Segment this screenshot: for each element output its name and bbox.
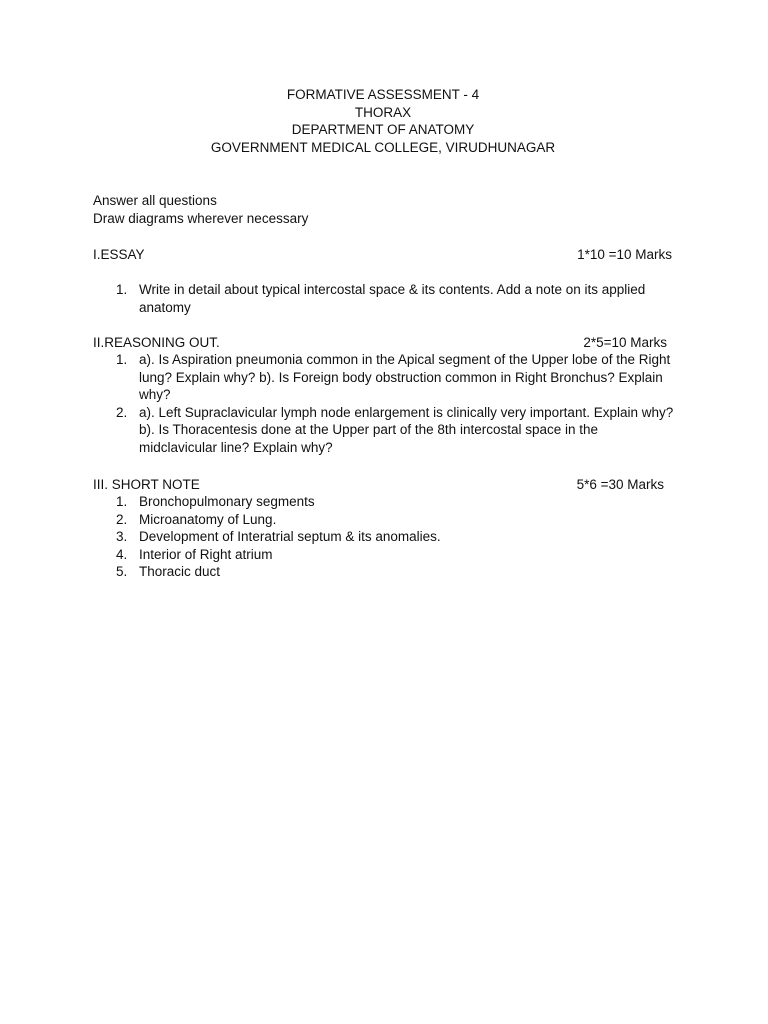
item-text: Development of Interatrial septum & its anomalies.	[139, 529, 441, 545]
short-note-section-heading	[93, 476, 673, 494]
section-marks: 5*6 =30 Marks	[576, 477, 664, 492]
item-text: Write in detail about typical intercostal space & its contents. Add a note on its applied anatomy	[139, 282, 646, 315]
instruction-line: Answer all questions	[93, 193, 217, 208]
instructions	[93, 192, 308, 227]
list-item	[93, 404, 678, 457]
short-note-questions	[93, 493, 678, 581]
list-item	[93, 546, 678, 564]
list-item	[93, 493, 678, 511]
item-text: Bronchopulmonary segments	[139, 494, 315, 509]
document-header	[0, 86, 766, 156]
item-number: 3.	[116, 529, 128, 545]
item-number: 1.	[116, 352, 128, 367]
list-item	[93, 563, 678, 581]
item-text: Thoracic duct	[139, 564, 221, 580]
section-title: I.ESSAY	[93, 247, 145, 262]
item-text: Microanatomy of Lung.	[139, 511, 277, 527]
list-item	[93, 281, 678, 316]
item-number: 2.	[116, 511, 128, 527]
section-marks: 1*10 =10 Marks	[577, 247, 672, 262]
item-text: Interior of Right atrium	[139, 546, 273, 562]
item-number: 1.	[116, 282, 128, 297]
reasoning-questions	[93, 351, 678, 457]
item-number: 2.	[116, 404, 128, 420]
list-item	[93, 351, 678, 404]
item-text: a). Is Aspiration pneumonia common in the Apical segment of the Upper lobe of the Right lung? Explain why? b). Is Foreign body obstruction common in Right Bronchus? Explain why?	[139, 352, 671, 403]
instruction-line: Draw diagrams wherever necessary	[93, 210, 309, 226]
section-title: II.REASONING OUT.	[93, 335, 220, 350]
department-name: DEPARTMENT OF ANATOMY	[291, 122, 475, 138]
section-title: III. SHORT NOTE	[93, 477, 200, 492]
item-number: 5.	[116, 564, 128, 580]
reasoning-section-heading	[93, 334, 673, 352]
item-text: a). Left Supraclavicular lymph node enlargement is clinically very important. Explain why? b). Is Thoracentesis done at the Upper part of the 8th intercostal space in the midclavicular line? Explain why?	[139, 404, 674, 455]
college-name: GOVERNMENT MEDICAL COLLEGE, VIRUDHUNAGAR	[210, 139, 556, 155]
essay-section-heading	[93, 246, 673, 264]
essay-questions	[93, 281, 678, 316]
list-item	[93, 511, 678, 529]
list-item	[93, 528, 678, 546]
subject-title: THORAX	[354, 104, 412, 120]
item-number: 4.	[116, 546, 128, 562]
section-marks: 2*5=10 Marks	[583, 335, 667, 350]
assessment-title: FORMATIVE ASSESSMENT - 4	[286, 87, 480, 102]
item-number: 1.	[116, 494, 128, 509]
